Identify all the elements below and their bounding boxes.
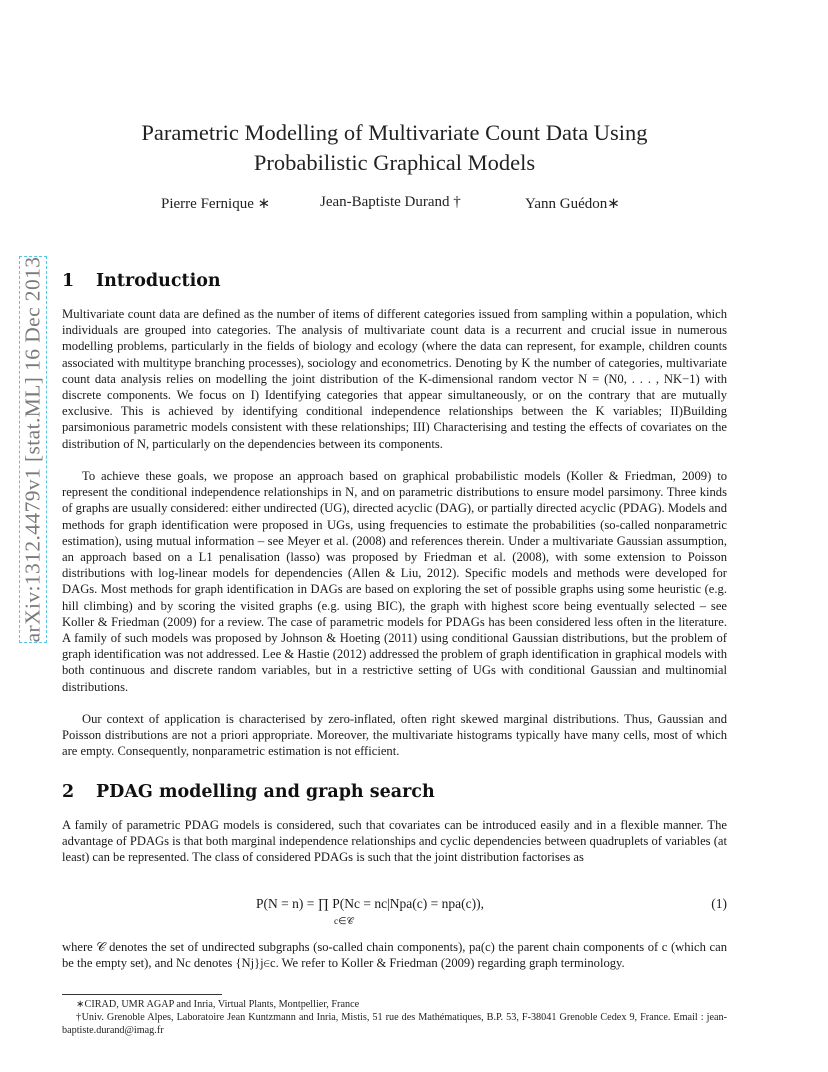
equation-body: P(N = n) = ∏ P(Nc = nc|Npa(c) = npa(c)),	[256, 896, 484, 911]
section2-paragraph: A family of parametric PDAG models is considered, such that covariates can be introduced easily and in a flexible manner. The advantage of PDAGs is that both marginal independence relationships and cyclic dependencies between quadruplets of variables (at least) can be represented. The class of considered PDAGs is such that the joint distribution factorises as	[62, 818, 727, 865]
intro-paragraph-2: To achieve these goals, we propose an approach based on graphical probabilistic models (Koller & Friedman, 2009) to represent the conditional independence relationships in N, and on parametric distributions to ensure model parsimony. Three kinds of graphs are usually considered: either undirected (UG), directed acyclic (DAG), or partially directed acyclic (PDAG). Models and methods for graph identification were proposed in UGs, using frequencies to estimate the probabilities (so-called nonparametric estimation), using mutual information – see Meyer et al. (2008) and references therein. Under a multivariate Gaussian assumption, an approach based on a L1 penalisation (lasso) was proposed by Friedman et al. (2008), with some extension to Poisson distributions with log-linear models for dependencies (Allen & Liu, 2012). Specific models and methods were developed for DAGs. Most methods for graph identification in DAGs are based on exploring the set of possible graphs using some heuristic (e.g. hill climbing) and by scoring the visited graphs (e.g. using BIC), the graph with highest score being eventually selected – see Koller & Friedman (2009) for a review. The case of parametric models for PDAGs has been considered less often in the literature. A family of such models was proposed by Johnson & Hoeting (2011) using conditional Gaussian distributions, but the problem of graph identification was not addressed. Lee & Hastie (2012) addressed the problem of graph identification in graphical models with both continuous and discrete random variables, but in a restrictive setting of UGs with conditional Gaussian and multinomial distributions.	[62, 469, 727, 694]
footnote-2: †Univ. Grenoble Alpes, Laboratoire Jean Kuntzmann and Inria, Mistis, 51 rue des Mathématiques, B.P. 53, F-38041 Grenoble Cedex 9, France. Email : jean-baptiste.durand@imag.fr	[62, 1012, 727, 1036]
after-equation-paragraph: where 𝒞 denotes the set of undirected subgraphs (so-called chain components), pa(c) the parent chain components of c (which can be the empty set), and Nc denotes {Nj}j∈c. We refer to Koller & Friedman (2009) regarding graph terminology.	[62, 940, 727, 971]
paper-title	[62, 118, 727, 178]
title-line-2: Probabilistic Graphical Models	[253, 150, 536, 175]
title-line-1: Parametric Modelling of Multivariate Count Data Using	[141, 120, 648, 145]
footnote-1: ∗CIRAD, UMR AGAP and Inria, Virtual Plants, Montpellier, France	[76, 999, 360, 1010]
intro-paragraph-3: Our context of application is characterised by zero-inflated, often right skewed marginal distributions. Thus, Gaussian and Poisson distributions are not a priori appropriate. Moreover, the multivariate histograms typically have many cells, most of which are empty. Consequently, nonparametric estimation is not efficient.	[62, 712, 727, 759]
equation-1	[62, 894, 727, 927]
author-2: Jean-Baptiste Durand †	[320, 194, 461, 210]
footnote-rule	[62, 994, 222, 995]
arxiv-identifier: arXiv:1312.4479v1 [stat.ML] 16 Dec 2013	[20, 256, 45, 643]
equation-product-subscript: c∈𝒞	[334, 917, 354, 927]
author-1: Pierre Fernique ∗	[161, 196, 271, 212]
author-3: Yann Guédon∗	[525, 196, 620, 212]
section-heading-pdag	[62, 782, 435, 802]
section-title: PDAG modelling and graph search	[96, 782, 435, 802]
section-heading-introduction	[62, 271, 221, 291]
equation-number: (1)	[711, 896, 727, 911]
arxiv-side-stamp	[19, 256, 47, 643]
section-number: 2	[62, 782, 75, 802]
section-number: 1	[62, 271, 75, 291]
section-title: Introduction	[96, 271, 221, 291]
intro-paragraph-1: Multivariate count data are defined as the number of items of different categories issued from sampling within a population, which individuals are grouped into categories. The analysis of multivariate count data is a recurrent and crucial issue in numerous modelling problems, particularly in the fields of biology and ecology (where the data can represent, for example, children counts associated with multitype branching processes), sociology and econometrics. Denoting by K the number of categories, multivariate count data analysis relies on modelling the joint distribution of the K-dimensional random vector N = (N0, . . . , NK−1) with discrete components. We focus on I) Identifying categories that appear simultaneously, or on the contrary that are mutually exclusive. This is achieved by identifying conditional independence relationships between the K variables; II)Building parsimonious parametric models consistent with these relationships; III) Characterising and testing the effects of covariates on the distribution of N, particularly on the dependencies between its components.	[62, 307, 727, 451]
